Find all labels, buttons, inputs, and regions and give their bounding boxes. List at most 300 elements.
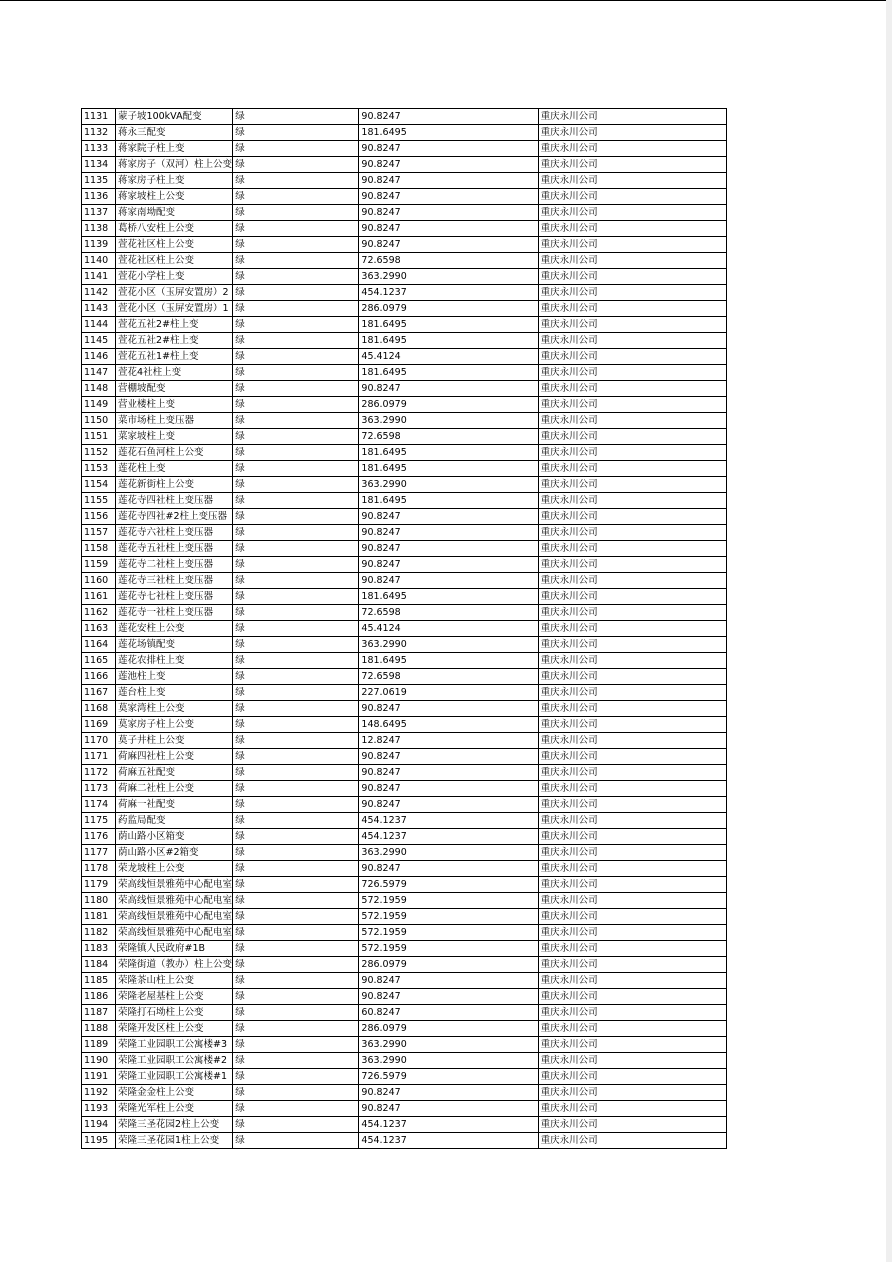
value-cell: 181.6495 [359,653,538,669]
table-row [82,205,727,221]
row-number-cell: 1188 [82,1021,116,1037]
row-number-cell: 1178 [82,861,116,877]
value-cell: 181.6495 [359,461,538,477]
value-cell: 181.6495 [359,589,538,605]
color-cell: 绿 [233,477,359,493]
value-cell: 90.8247 [359,157,538,173]
color-cell: 绿 [233,189,359,205]
color-cell: 绿 [233,957,359,973]
company-cell: 重庆永川公司 [538,381,726,397]
color-cell: 绿 [233,781,359,797]
table-row [82,189,727,205]
name-cell: 荣龙坡柱上公变 [116,861,233,877]
company-cell: 重庆永川公司 [538,781,726,797]
name-cell: 莲花柱上变 [116,461,233,477]
value-cell: 90.8247 [359,525,538,541]
value-cell: 181.6495 [359,333,538,349]
name-cell: 药监局配变 [116,813,233,829]
value-cell: 454.1237 [359,1117,538,1133]
name-cell: 莲池柱上变 [116,669,233,685]
value-cell: 363.2990 [359,1037,538,1053]
company-cell: 重庆永川公司 [538,573,726,589]
name-cell: 萱花社区柱上公变 [116,237,233,253]
color-cell: 绿 [233,909,359,925]
row-number-cell: 1140 [82,253,116,269]
company-cell: 重庆永川公司 [538,141,726,157]
company-cell: 重庆永川公司 [538,349,726,365]
name-cell: 营棚坡配变 [116,381,233,397]
value-cell: 45.4124 [359,349,538,365]
row-number-cell: 1169 [82,717,116,733]
table-row [82,1117,727,1133]
name-cell: 荣隆街道（教办）柱上公变 [116,957,233,973]
company-cell: 重庆永川公司 [538,589,726,605]
name-cell: 蒙子坡100kVA配变 [116,109,233,125]
row-number-cell: 1151 [82,429,116,445]
company-cell: 重庆永川公司 [538,525,726,541]
color-cell: 绿 [233,637,359,653]
table-row [82,461,727,477]
color-cell: 绿 [233,317,359,333]
name-cell: 荷麻四社柱上公变 [116,749,233,765]
value-cell: 90.8247 [359,221,538,237]
row-number-cell: 1131 [82,109,116,125]
row-number-cell: 1163 [82,621,116,637]
color-cell: 绿 [233,925,359,941]
company-cell: 重庆永川公司 [538,237,726,253]
table-row [82,381,727,397]
name-cell: 荣隆打石坳柱上公变 [116,1005,233,1021]
company-cell: 重庆永川公司 [538,173,726,189]
table-row [82,445,727,461]
value-cell: 90.8247 [359,765,538,781]
row-number-cell: 1138 [82,221,116,237]
color-cell: 绿 [233,669,359,685]
name-cell: 萱花社区柱上公变 [116,253,233,269]
color-cell: 绿 [233,733,359,749]
company-cell: 重庆永川公司 [538,1053,726,1069]
value-cell: 454.1237 [359,285,538,301]
color-cell: 绿 [233,605,359,621]
company-cell: 重庆永川公司 [538,797,726,813]
value-cell: 90.8247 [359,189,538,205]
spreadsheet-table [81,108,727,1149]
color-cell: 绿 [233,1085,359,1101]
color-cell: 绿 [233,349,359,365]
value-cell: 90.8247 [359,541,538,557]
name-cell: 萱花五社2#柱上变 [116,333,233,349]
table-row [82,301,727,317]
row-number-cell: 1156 [82,509,116,525]
value-cell: 363.2990 [359,637,538,653]
value-cell: 90.8247 [359,749,538,765]
row-number-cell: 1167 [82,685,116,701]
color-cell: 绿 [233,813,359,829]
name-cell: 荫山路小区#2箱变 [116,845,233,861]
color-cell: 绿 [233,653,359,669]
company-cell: 重庆永川公司 [538,749,726,765]
name-cell: 荣高线恒景雅苑中心配电室 [116,925,233,941]
company-cell: 重庆永川公司 [538,765,726,781]
table-row [82,1101,727,1117]
company-cell: 重庆永川公司 [538,1037,726,1053]
name-cell: 荣高线恒景雅苑中心配电室 [116,893,233,909]
name-cell: 蒋家房子（双河）柱上公变 [116,157,233,173]
value-cell: 181.6495 [359,365,538,381]
color-cell: 绿 [233,973,359,989]
name-cell: 荣隆开发区柱上公变 [116,1021,233,1037]
row-number-cell: 1157 [82,525,116,541]
company-cell: 重庆永川公司 [538,957,726,973]
color-cell: 绿 [233,893,359,909]
value-cell: 286.0979 [359,301,538,317]
value-cell: 363.2990 [359,845,538,861]
company-cell: 重庆永川公司 [538,829,726,845]
table-body [82,109,727,1149]
company-cell: 重庆永川公司 [538,397,726,413]
company-cell: 重庆永川公司 [538,1021,726,1037]
company-cell: 重庆永川公司 [538,973,726,989]
row-number-cell: 1171 [82,749,116,765]
color-cell: 绿 [233,269,359,285]
value-cell: 572.1959 [359,941,538,957]
company-cell: 重庆永川公司 [538,205,726,221]
row-number-cell: 1143 [82,301,116,317]
row-number-cell: 1165 [82,653,116,669]
color-cell: 绿 [233,1069,359,1085]
table-row [82,477,727,493]
company-cell: 重庆永川公司 [538,461,726,477]
color-cell: 绿 [233,221,359,237]
row-number-cell: 1193 [82,1101,116,1117]
name-cell: 营业楼柱上变 [116,397,233,413]
name-cell: 荣隆工业园职工公寓楼#2 [116,1053,233,1069]
row-number-cell: 1158 [82,541,116,557]
value-cell: 181.6495 [359,317,538,333]
row-number-cell: 1183 [82,941,116,957]
color-cell: 绿 [233,397,359,413]
row-number-cell: 1173 [82,781,116,797]
table-row [82,253,727,269]
color-cell: 绿 [233,1005,359,1021]
color-cell: 绿 [233,157,359,173]
table-row [82,493,727,509]
color-cell: 绿 [233,1133,359,1149]
company-cell: 重庆永川公司 [538,333,726,349]
table-row [82,621,727,637]
name-cell: 荣隆茶山柱上公变 [116,973,233,989]
page-right-edge [886,0,892,1262]
name-cell: 蒋家坡柱上公变 [116,189,233,205]
value-cell: 90.8247 [359,573,538,589]
value-cell: 454.1237 [359,829,538,845]
value-cell: 454.1237 [359,1133,538,1149]
table-row [82,365,727,381]
value-cell: 72.6598 [359,605,538,621]
row-number-cell: 1152 [82,445,116,461]
color-cell: 绿 [233,573,359,589]
table-row [82,941,727,957]
color-cell: 绿 [233,717,359,733]
color-cell: 绿 [233,141,359,157]
name-cell: 荣隆金金柱上公变 [116,1085,233,1101]
value-cell: 90.8247 [359,205,538,221]
row-number-cell: 1174 [82,797,116,813]
table-row [82,1069,727,1085]
company-cell: 重庆永川公司 [538,477,726,493]
table-row [82,333,727,349]
row-number-cell: 1170 [82,733,116,749]
table-row [82,909,727,925]
row-number-cell: 1177 [82,845,116,861]
row-number-cell: 1186 [82,989,116,1005]
row-number-cell: 1191 [82,1069,116,1085]
name-cell: 荷麻五社配变 [116,765,233,781]
company-cell: 重庆永川公司 [538,221,726,237]
company-cell: 重庆永川公司 [538,125,726,141]
company-cell: 重庆永川公司 [538,925,726,941]
table-row [82,429,727,445]
name-cell: 荣隆光军柱上公变 [116,1101,233,1117]
value-cell: 572.1959 [359,909,538,925]
color-cell: 绿 [233,381,359,397]
value-cell: 90.8247 [359,1085,538,1101]
value-cell: 726.5979 [359,877,538,893]
row-number-cell: 1192 [82,1085,116,1101]
row-number-cell: 1148 [82,381,116,397]
company-cell: 重庆永川公司 [538,685,726,701]
company-cell: 重庆永川公司 [538,541,726,557]
company-cell: 重庆永川公司 [538,605,726,621]
company-cell: 重庆永川公司 [538,733,726,749]
value-cell: 90.8247 [359,381,538,397]
name-cell: 莫家湾柱上公变 [116,701,233,717]
row-number-cell: 1195 [82,1133,116,1149]
row-number-cell: 1147 [82,365,116,381]
name-cell: 荣隆老屋基柱上公变 [116,989,233,1005]
row-number-cell: 1155 [82,493,116,509]
color-cell: 绿 [233,125,359,141]
name-cell: 莲花寺七社柱上变压器 [116,589,233,605]
name-cell: 莲花寺六社柱上变压器 [116,525,233,541]
color-cell: 绿 [233,333,359,349]
table-row [82,989,727,1005]
name-cell: 荫山路小区箱变 [116,829,233,845]
value-cell: 286.0979 [359,1021,538,1037]
company-cell: 重庆永川公司 [538,317,726,333]
name-cell: 蒋家院子柱上变 [116,141,233,157]
company-cell: 重庆永川公司 [538,301,726,317]
company-cell: 重庆永川公司 [538,493,726,509]
row-number-cell: 1189 [82,1037,116,1053]
value-cell: 363.2990 [359,413,538,429]
company-cell: 重庆永川公司 [538,413,726,429]
company-cell: 重庆永川公司 [538,557,726,573]
table-row [82,413,727,429]
color-cell: 绿 [233,429,359,445]
color-cell: 绿 [233,685,359,701]
name-cell: 萱花4社柱上变 [116,365,233,381]
name-cell: 莲花农排柱上变 [116,653,233,669]
row-number-cell: 1182 [82,925,116,941]
row-number-cell: 1154 [82,477,116,493]
table-row [82,701,727,717]
value-cell: 12.8247 [359,733,538,749]
name-cell: 蒋家房子柱上变 [116,173,233,189]
table-row [82,749,727,765]
color-cell: 绿 [233,301,359,317]
table-row [82,221,727,237]
name-cell: 菜市场柱上变压器 [116,413,233,429]
name-cell: 菜家坡柱上变 [116,429,233,445]
company-cell: 重庆永川公司 [538,1117,726,1133]
row-number-cell: 1146 [82,349,116,365]
row-number-cell: 1134 [82,157,116,173]
color-cell: 绿 [233,541,359,557]
name-cell: 莫家房子柱上公变 [116,717,233,733]
color-cell: 绿 [233,589,359,605]
table-row [82,141,727,157]
row-number-cell: 1159 [82,557,116,573]
name-cell: 荣隆工业园职工公寓楼#3 [116,1037,233,1053]
company-cell: 重庆永川公司 [538,701,726,717]
company-cell: 重庆永川公司 [538,717,726,733]
color-cell: 绿 [233,749,359,765]
company-cell: 重庆永川公司 [538,941,726,957]
company-cell: 重庆永川公司 [538,429,726,445]
name-cell: 莲花寺三社柱上变压器 [116,573,233,589]
row-number-cell: 1176 [82,829,116,845]
value-cell: 90.8247 [359,1101,538,1117]
row-number-cell: 1142 [82,285,116,301]
row-number-cell: 1132 [82,125,116,141]
row-number-cell: 1137 [82,205,116,221]
table-row [82,829,727,845]
name-cell: 莲台柱上变 [116,685,233,701]
color-cell: 绿 [233,701,359,717]
name-cell: 莲花新街柱上公变 [116,477,233,493]
table-row [82,605,727,621]
row-number-cell: 1144 [82,317,116,333]
value-cell: 363.2990 [359,477,538,493]
table-row [82,557,727,573]
table-row [82,733,727,749]
table-row [82,589,727,605]
company-cell: 重庆永川公司 [538,669,726,685]
row-number-cell: 1194 [82,1117,116,1133]
row-number-cell: 1161 [82,589,116,605]
value-cell: 60.8247 [359,1005,538,1021]
table-row [82,669,727,685]
name-cell: 莲花安柱上公变 [116,621,233,637]
table-row [82,845,727,861]
value-cell: 148.6495 [359,717,538,733]
value-cell: 363.2990 [359,1053,538,1069]
table-row [82,1037,727,1053]
company-cell: 重庆永川公司 [538,509,726,525]
table-row [82,1085,727,1101]
name-cell: 荣隆镇人民政府#1B [116,941,233,957]
row-number-cell: 1160 [82,573,116,589]
table-row [82,797,727,813]
name-cell: 荣高线恒景雅苑中心配电室 [116,877,233,893]
value-cell: 45.4124 [359,621,538,637]
row-number-cell: 1190 [82,1053,116,1069]
color-cell: 绿 [233,173,359,189]
name-cell: 萱花五社1#柱上变 [116,349,233,365]
table-row [82,269,727,285]
company-cell: 重庆永川公司 [538,861,726,877]
color-cell: 绿 [233,1037,359,1053]
color-cell: 绿 [233,621,359,637]
name-cell: 蒋家南坳配变 [116,205,233,221]
name-cell: 萱花小学柱上变 [116,269,233,285]
row-number-cell: 1136 [82,189,116,205]
table-row [82,573,727,589]
value-cell: 363.2990 [359,269,538,285]
name-cell: 莲花寺一社柱上变压器 [116,605,233,621]
name-cell: 荷麻一社配变 [116,797,233,813]
value-cell: 286.0979 [359,397,538,413]
row-number-cell: 1185 [82,973,116,989]
table-row [82,653,727,669]
color-cell: 绿 [233,845,359,861]
row-number-cell: 1145 [82,333,116,349]
color-cell: 绿 [233,1053,359,1069]
color-cell: 绿 [233,509,359,525]
name-cell: 莲花寺四社柱上变压器 [116,493,233,509]
table-row [82,397,727,413]
color-cell: 绿 [233,877,359,893]
color-cell: 绿 [233,941,359,957]
color-cell: 绿 [233,445,359,461]
company-cell: 重庆永川公司 [538,1101,726,1117]
name-cell: 荣隆三圣花园2柱上公变 [116,1117,233,1133]
row-number-cell: 1180 [82,893,116,909]
name-cell: 荣隆工业园职工公寓楼#1 [116,1069,233,1085]
name-cell: 萱花小区（玉屏安置房）1 [116,301,233,317]
company-cell: 重庆永川公司 [538,1005,726,1021]
value-cell: 181.6495 [359,445,538,461]
company-cell: 重庆永川公司 [538,365,726,381]
table-row [82,637,727,653]
company-cell: 重庆永川公司 [538,189,726,205]
color-cell: 绿 [233,525,359,541]
color-cell: 绿 [233,1101,359,1117]
table-row [82,1133,727,1149]
table-row [82,525,727,541]
company-cell: 重庆永川公司 [538,813,726,829]
company-cell: 重庆永川公司 [538,909,726,925]
table-row [82,925,727,941]
color-cell: 绿 [233,237,359,253]
company-cell: 重庆永川公司 [538,285,726,301]
table-row [82,973,727,989]
value-cell: 572.1959 [359,925,538,941]
value-cell: 90.8247 [359,141,538,157]
table-row [82,237,727,253]
table-row [82,317,727,333]
table-row [82,1005,727,1021]
row-number-cell: 1133 [82,141,116,157]
company-cell: 重庆永川公司 [538,269,726,285]
row-number-cell: 1166 [82,669,116,685]
name-cell: 莲花场镇配变 [116,637,233,653]
company-cell: 重庆永川公司 [538,877,726,893]
row-number-cell: 1184 [82,957,116,973]
value-cell: 181.6495 [359,125,538,141]
value-cell: 90.8247 [359,173,538,189]
